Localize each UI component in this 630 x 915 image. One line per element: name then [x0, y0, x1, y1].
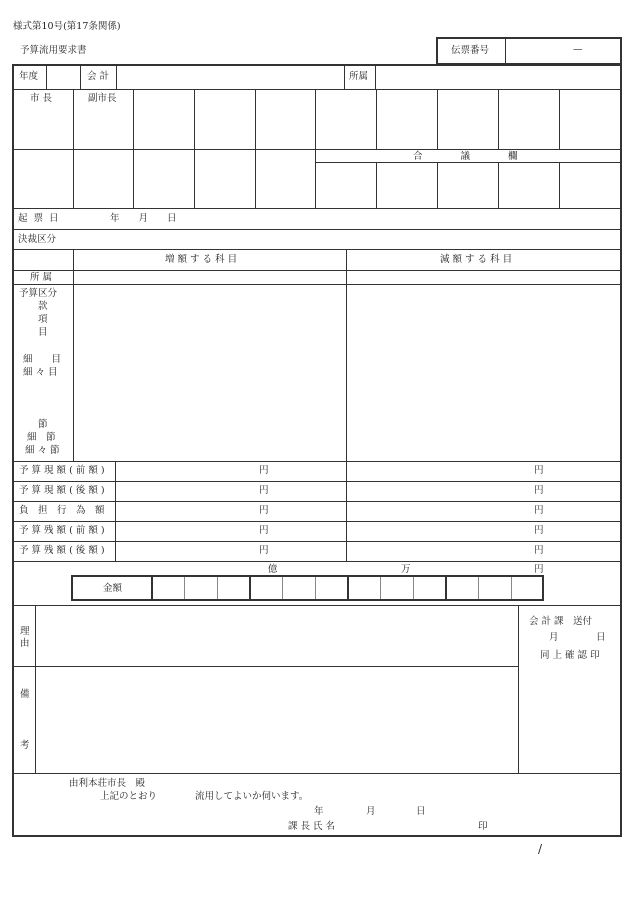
accounting-month: 月 [549, 632, 559, 643]
kou-label: 項 [38, 314, 48, 325]
slash-mark: / [538, 842, 543, 856]
saisaisetsu-label: 細 々 節 [25, 445, 60, 456]
man-unit: 万 [401, 564, 411, 575]
request-text: 上記のとおり 流用してよいか伺います。 [100, 791, 309, 802]
amount-row-label: 負 担 行 為 額 [19, 505, 105, 516]
slip-divider [505, 38, 506, 64]
saisaimoku-label: 細 々 目 [23, 367, 58, 378]
issue-date-value[interactable]: 年 月 日 [110, 213, 177, 224]
department-label: 所属 [349, 71, 369, 82]
fiscal-year-label: 年度 [19, 71, 39, 82]
amount-row-label: 予 算 残 額 ( 後 額 ) [19, 545, 105, 556]
moku-label: 目 [38, 327, 48, 338]
amount-row-label: 予 算 残 額 ( 前 額 ) [19, 525, 105, 536]
kan-label: 款 [38, 301, 48, 312]
saimoku-label: 細 目 [23, 354, 62, 365]
yen-unit: 円 [259, 525, 269, 536]
section-chief-label: 課 長 氏 名 [288, 821, 336, 832]
reason-label-1: 理 [20, 626, 30, 637]
remarks-label-2: 考 [20, 740, 30, 751]
footer-month: 月 [366, 806, 376, 817]
yen-unit: 円 [534, 545, 544, 556]
addressee: 由利本荘市長 殿 [69, 778, 146, 789]
issue-date-label: 起 票 日 [18, 213, 61, 224]
yen-unit: 円 [534, 525, 544, 536]
mayor-label: 市 長 [30, 93, 53, 104]
council-label: 合 議 欄 [413, 151, 518, 162]
decision-label: 決裁区分 [18, 234, 57, 245]
footer-year: 年 [314, 806, 324, 817]
accounting-confirm-seal: 同 上 確 認 印 [540, 650, 600, 661]
budget-class-label: 予算区分 [19, 288, 58, 299]
amount-label: 金額 [103, 583, 123, 594]
form-title: 予算流用要求書 [20, 45, 87, 56]
increase-subject-header: 増 額 す る 科 目 [165, 254, 238, 265]
yen-unit: 円 [534, 465, 544, 476]
account-label: 会 計 [87, 71, 110, 82]
amount-row-label: 予 算 現 額 ( 前 額 ) [19, 465, 105, 476]
amount-box [71, 575, 544, 601]
seal-mark: 印 [478, 821, 488, 832]
subject-department-label: 所 属 [30, 272, 53, 283]
footer-day: 日 [416, 806, 426, 817]
accounting-day: 日 [596, 632, 606, 643]
yen-digit-unit: 円 [534, 564, 544, 575]
yen-unit: 円 [259, 545, 269, 556]
remarks-label-1: 備 [20, 689, 30, 700]
amount-row-label: 予 算 現 額 ( 後 額 ) [19, 485, 105, 496]
saisetsu-label: 細 節 [27, 432, 56, 443]
slip-number-value[interactable]: — [573, 44, 583, 55]
yen-unit: 円 [259, 485, 269, 496]
decrease-subject-header: 減 額 す る 科 目 [440, 254, 513, 265]
yen-unit: 円 [534, 485, 544, 496]
reason-label-2: 由 [20, 638, 30, 649]
yen-unit: 円 [534, 505, 544, 516]
yen-unit: 円 [259, 465, 269, 476]
accounting-sent-label: 会 計 課 送付 [529, 616, 593, 627]
form-frame [12, 64, 622, 837]
setsu-label: 節 [38, 419, 48, 430]
deputy-mayor-label: 副市長 [88, 93, 117, 104]
form-number: 様式第10号(第17条関係) [13, 21, 121, 32]
yen-unit: 円 [259, 505, 269, 516]
slip-number-label: 伝票番号 [451, 45, 490, 56]
oku-unit: 億 [268, 564, 278, 575]
